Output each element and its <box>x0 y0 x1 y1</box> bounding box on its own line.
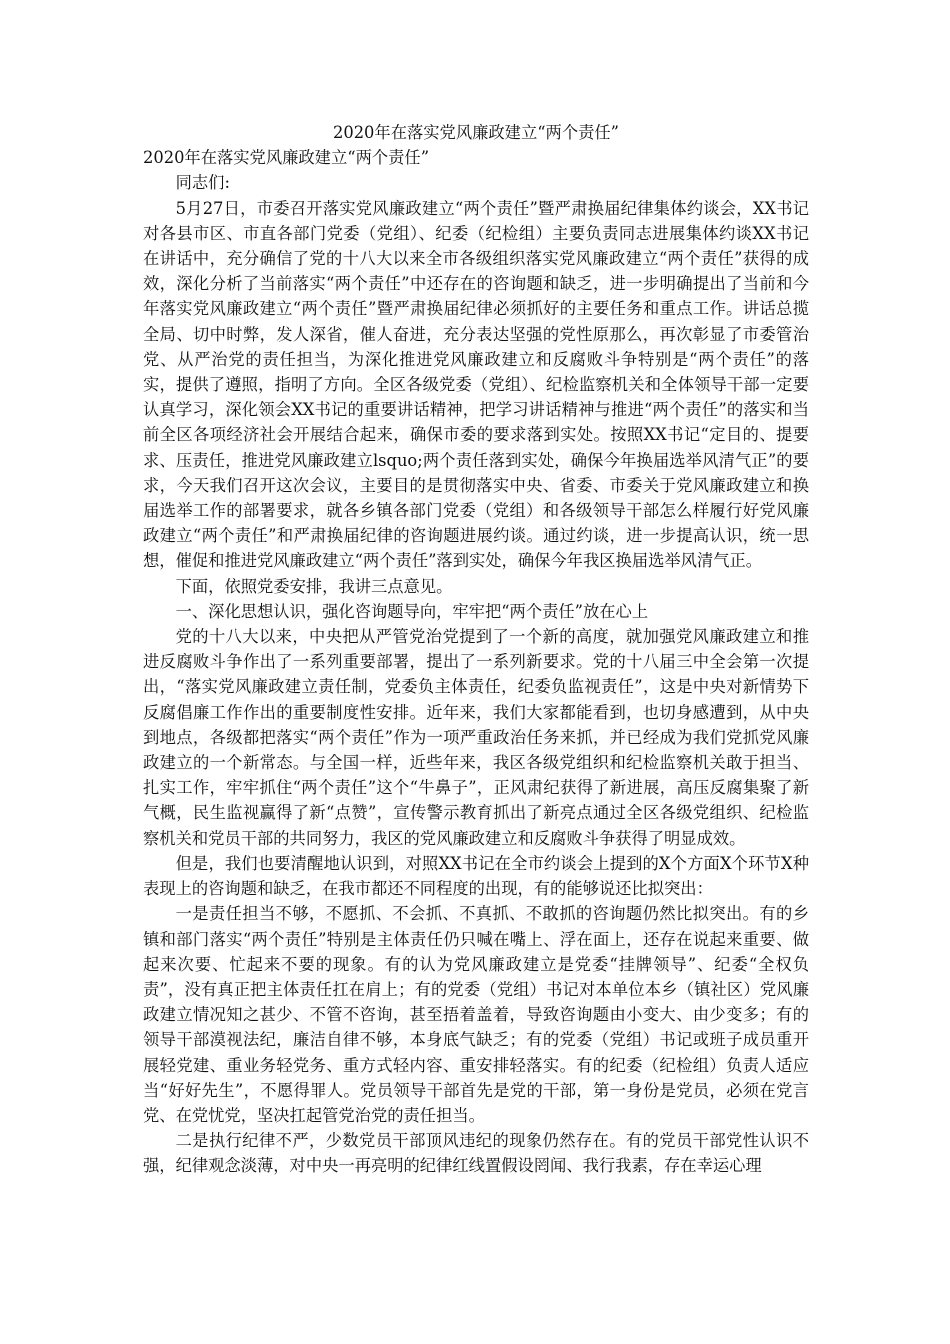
body-paragraph: 党的十八大以来，中央把从严管党治党提到了一个新的高度，就加强党风廉政建立和推进反腐败斗争作出了一系列重要部署，提出了一系列新要求。党的十八届三中全会第一次提出，“落实党风廉政建立责任制，党委负主体责任，纪委负监视责任”，这是中央对新情势下反腐倡廉工作作出的重要制度性安排。近年来，我们大家都能看到，也切身感遭到，从中央到地点，各级都把落实“两个责任”作为一项严重政治任务来抓，并已经成为我们党抓党风廉政建立的一个新常态。与全国一样，近些年来，我区各级党组织和纪检监察机关敢于担当、扎实工作，牢牢抓住“两个责任”这个“牛鼻子”，正风肃纪获得了新进展，高压反腐集聚了新气概，民生监视赢得了新“点赞”，宣传警示教育抓出了新亮点通过全区各级党组织、纪检监察机关和党员干部的共同努力，我区的党风廉政建立和反腐败斗争获得了明显成效。 <box>143 627 809 848</box>
body-paragraph: 5月27日，市委召开落实党风廉政建立“两个责任”暨严肃换届纪律集体约谈会，XX书记对各县市区、市直各部门党委（党组）、纪委（纪检组）主要负责同志进展集体约谈XX书记在讲话中，充分确信了党的十八大以来全市各级组织落实党风廉政建立“两个责任”获得的成效，深化分析了当前落实“两个责任”中还存在的咨询题和缺乏，进一步明确提出了当前和今年落实党风廉政建立“两个责任”暨严肃换届纪律必须抓好的主要任务和重点工作。讲话总揽全局、切中时弊，发人深省，催人奋进，充分表达坚强的党性原那么，再次彰显了市委管治党、从严治党的责任担当，为深化推进党风廉政建立和反腐败斗争特别是“两个责任”的落实，提供了遵照，指明了方向。全区各级党委（党组）、纪检监察机关和全体领导干部一定要认真学习，深化领会XX书记的重要讲话精神，把学习讲话精神与推进“两个责任”的落实和当前全区各项经济社会开展结合起来，确保市委的要求落到实处。按照XX书记“定目的、提要求、压责任，推进党风廉政建立lsquo;两个责任落到实处，确保今年换届选举风清气正”的要求，今天我们召开这次会议，主要目的是贯彻落实中央、省委、市委关于党风廉政建立和换届选举工作的部署要求，就各乡镇各部门党委（党组）和各级领导干部怎么样履行好党风廉政建立“两个责任”和严肃换届纪律的咨询题进展约谈。通过约谈，进一步提高认识，统一思想，催促和推进党风廉政建立“两个责任”落到实处，确保今年我区换届选举风清气正。 <box>143 198 809 571</box>
document-subtitle: 2020年在落实党风廉政建立“两个责任” <box>143 148 430 168</box>
body-paragraph: 一是责任担当不够，不愿抓、不会抓、不真抓、不敢抓的咨询题仍然比拟突出。有的乡镇和部门落实“两个责任”特别是主体责任仍只喊在嘴上、浮在面上，还存在说起来重要、做起来次要、忙起来不要的现象。有的认为党风廉政建立是党委“挂牌领导”、纪委“全权负责”，没有真正把主体责任扛在肩上；有的党委（党组）书记对本单位本乡（镇社区）党风廉政建立情况知之甚少、不管不咨询，甚至捂着盖着，导致咨询题由小变大、由少变多；有的领导干部漠视法纪，廉洁自律不够，本身底气缺乏；有的党委（党组）书记或班子成员重开展轻党建、重业务轻党务、重方式轻内容、重安排轻落实。有的纪委（纪检组）负责人适应当“好好先生”，不愿得罪人。党员领导干部首先是党的干部，第一身份是党员，必须在党言党、在党忧党，坚决扛起管党治党的责任担当。 <box>143 904 809 1125</box>
salutation-paragraph: 同志们: <box>175 173 230 193</box>
body-paragraph: 下面，依照党委安排，我讲三点意见。 <box>175 576 453 596</box>
document-page <box>143 120 809 1179</box>
body-paragraph: 但是，我们也要清醒地认识到，对照XX书记在全市约谈会上提到的X个方面X个环节X种表现上的咨询题和缺乏，在我市都还不同程度的出现，有的能够说还比拟突出： <box>143 853 809 899</box>
section-heading: 一、深化思想认识，强化咨询题导向，牢牢把“两个责任”放在心上 <box>175 601 649 621</box>
body-paragraph: 二是执行纪律不严，少数党员干部顶风违纪的现象仍然存在。有的党员干部党性认识不强，纪律观念淡薄，对中央一再亮明的纪律红线置假设罔闻、我行我素，存在幸运心理 <box>143 1131 809 1176</box>
document-title: 2020年在落实党风廉政建立“两个责任” <box>332 123 620 142</box>
